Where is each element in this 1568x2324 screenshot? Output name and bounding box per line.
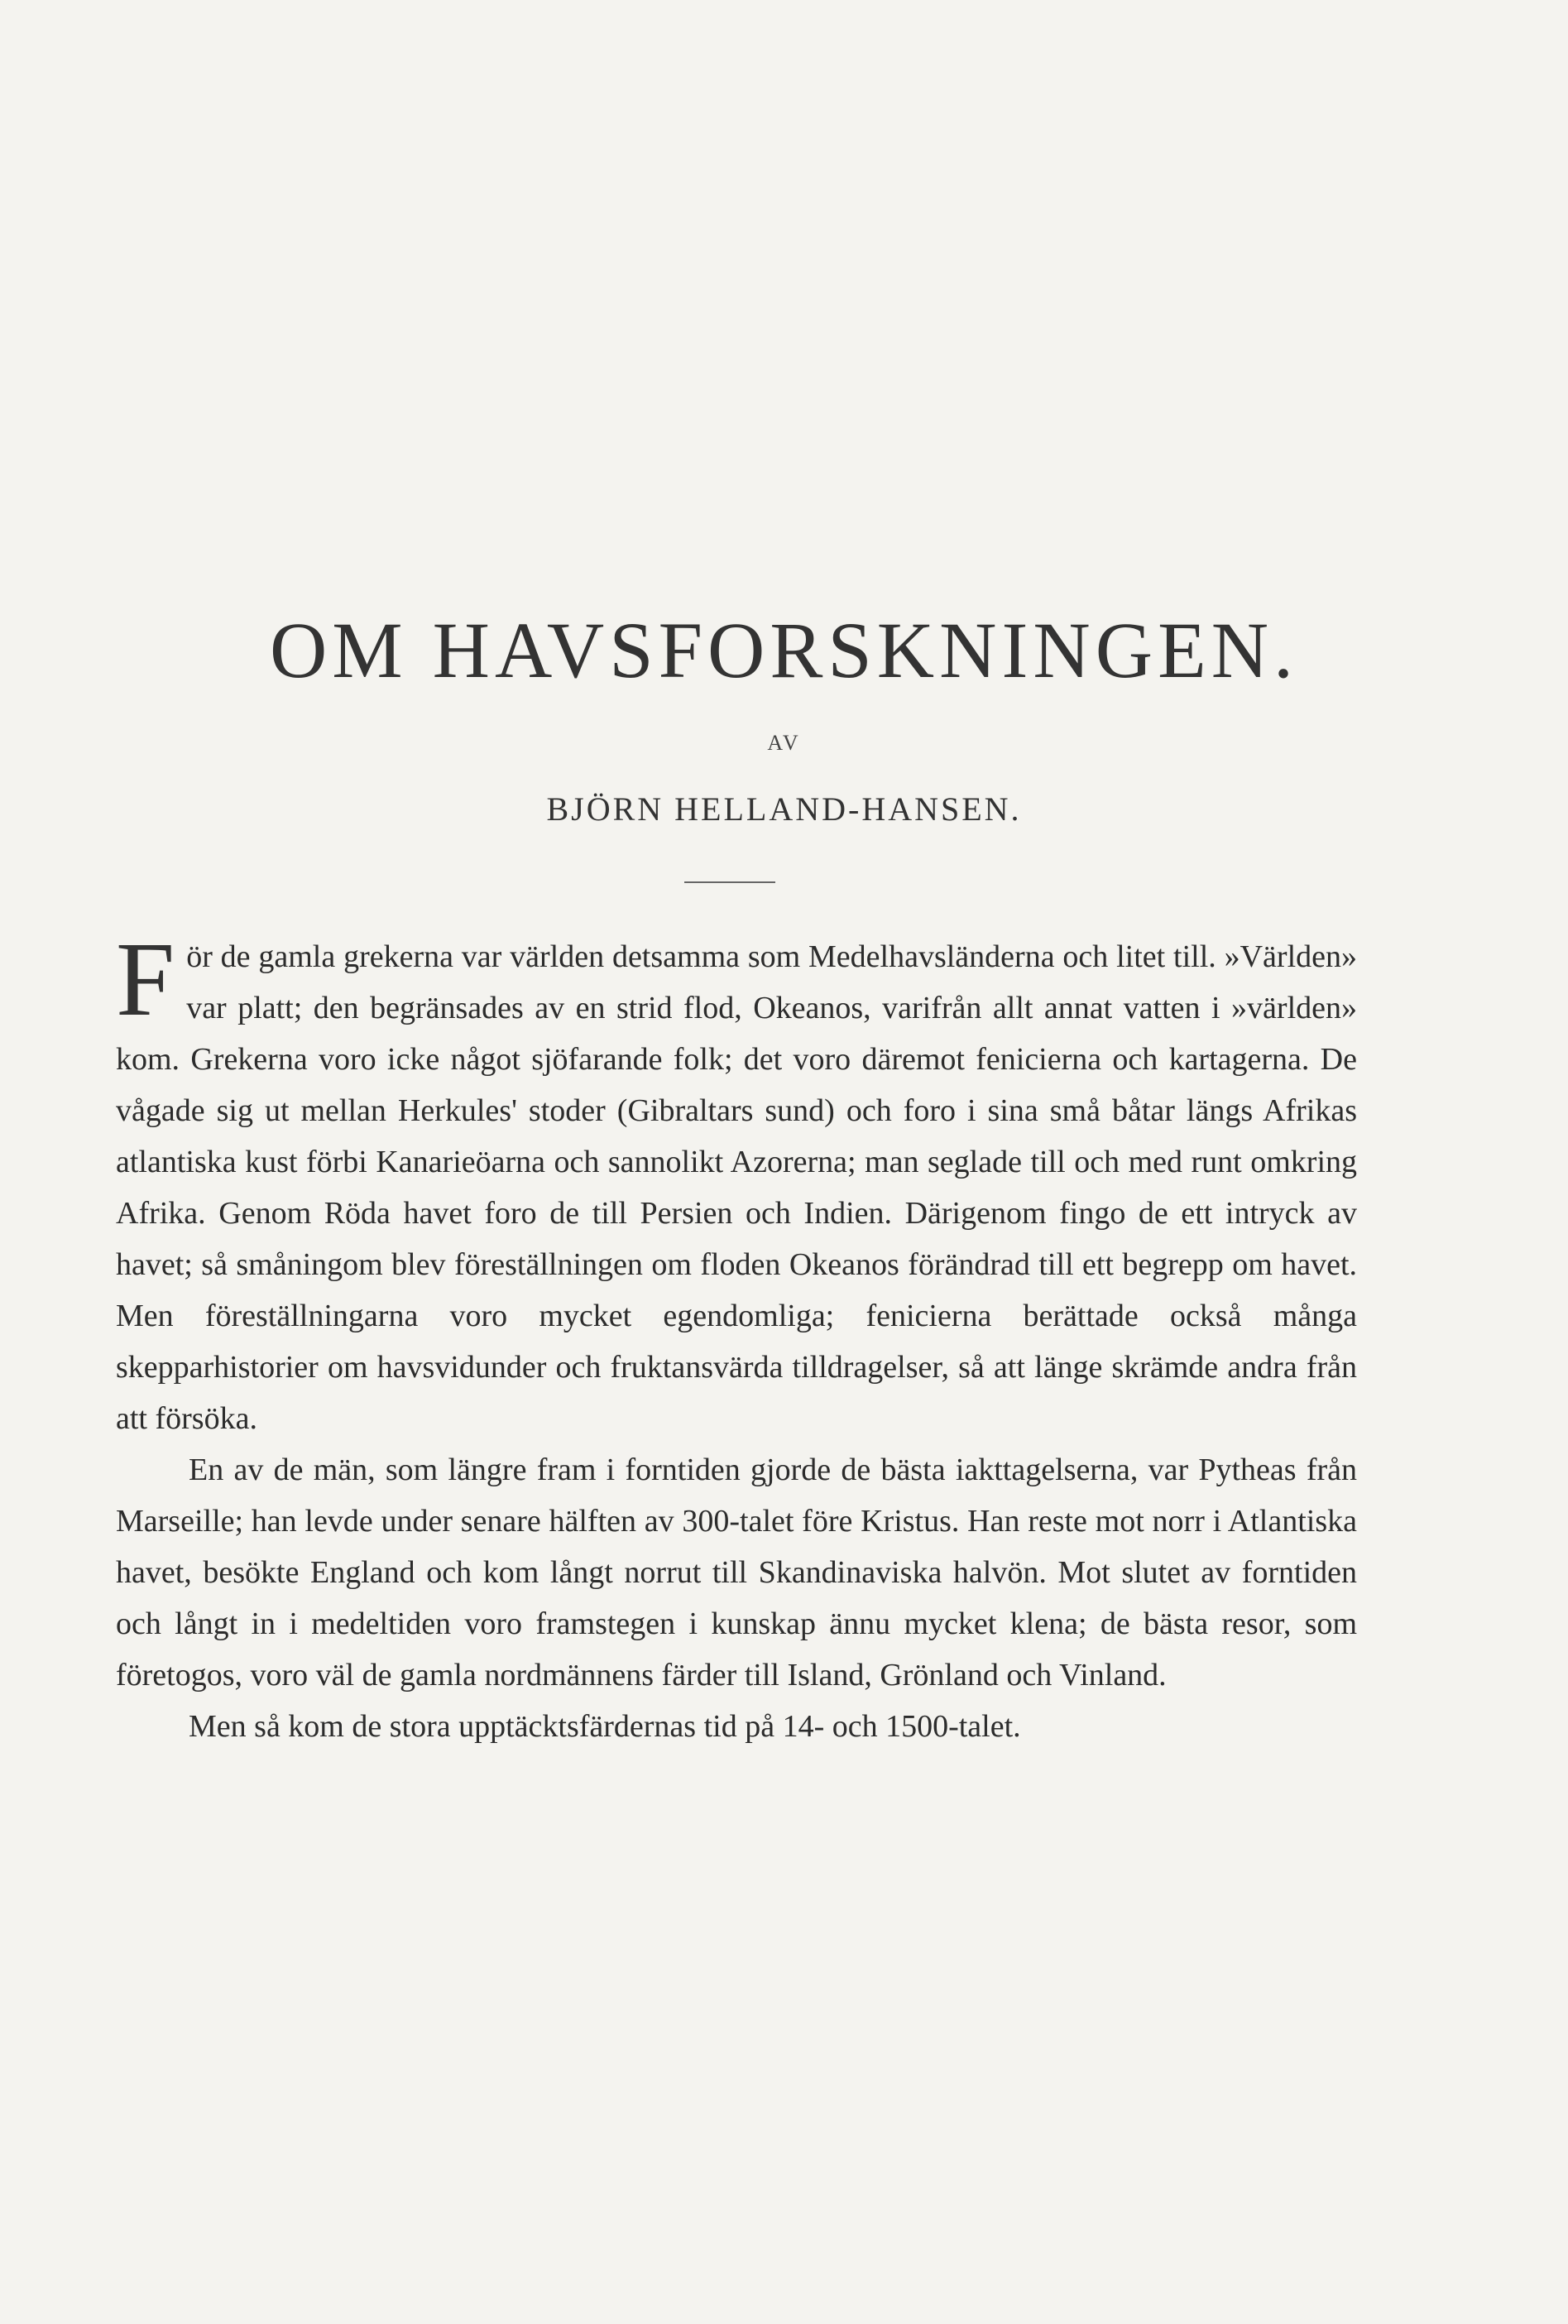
byline: AV (767, 731, 801, 755)
divider-rule (684, 881, 775, 883)
page-title: OM HAVSFORSKNINGEN. (269, 606, 1299, 694)
body-text (116, 920, 1357, 1752)
paragraph-3: Men så kom de stora upptäcktsfärdernas tid på 14- och 1500-talet. (189, 1709, 1021, 1744)
paragraph-2: En av de män, som längre fram i forntiden gjorde de bästa iakttagelserna, var Pytheas från Marseille; han levde under senare hälften av 300-talet före Kristus. Han reste mot norr i Atlantiska havet, besökte England och kom långt norrut till Skandinaviska halvön. Mot slutet av forntiden och långt in i medeltiden voro framstegen i kunskap ännu mycket klena; de bästa resor, som företogos, voro väl de gamla nordmännens färder till Island, Grönland och Vinland. (116, 1452, 1357, 1693)
author-name: BJÖRN HELLAND-HANSEN. (546, 790, 1022, 828)
paragraph-1: För de gamla grekerna var världen detsamma som Medelhavsländerna och litet till. »Världen» var platt; den begränsades av en strid flod, Okeanos, varifrån allt annat vatten i »världen» kom. Grekerna voro icke något sjöfarande folk; det voro däremot fenicierna och kartagerna. De vågade sig ut mellan Herkules' stoder (Gibraltars sund) och foro i sina små båtar längs Afrikas atlantiska kust förbi Kanarieöarna och sannolikt Azorerna; man seglade till och med runt omkring Afrika. Genom Röda havet foro de till Persien och Indien. Därigenom fingo de ett intryck av havet; så småningom blev föreställningen om floden Okeanos förändrad till ett begrepp om havet. Men föreställningarna voro mycket egendomliga; fenicierna berättade också många skepparhistorier om havsvidunder och fruktansvärda tilldragelser, så att länge skrämde andra från att försöka. (116, 920, 1357, 1436)
